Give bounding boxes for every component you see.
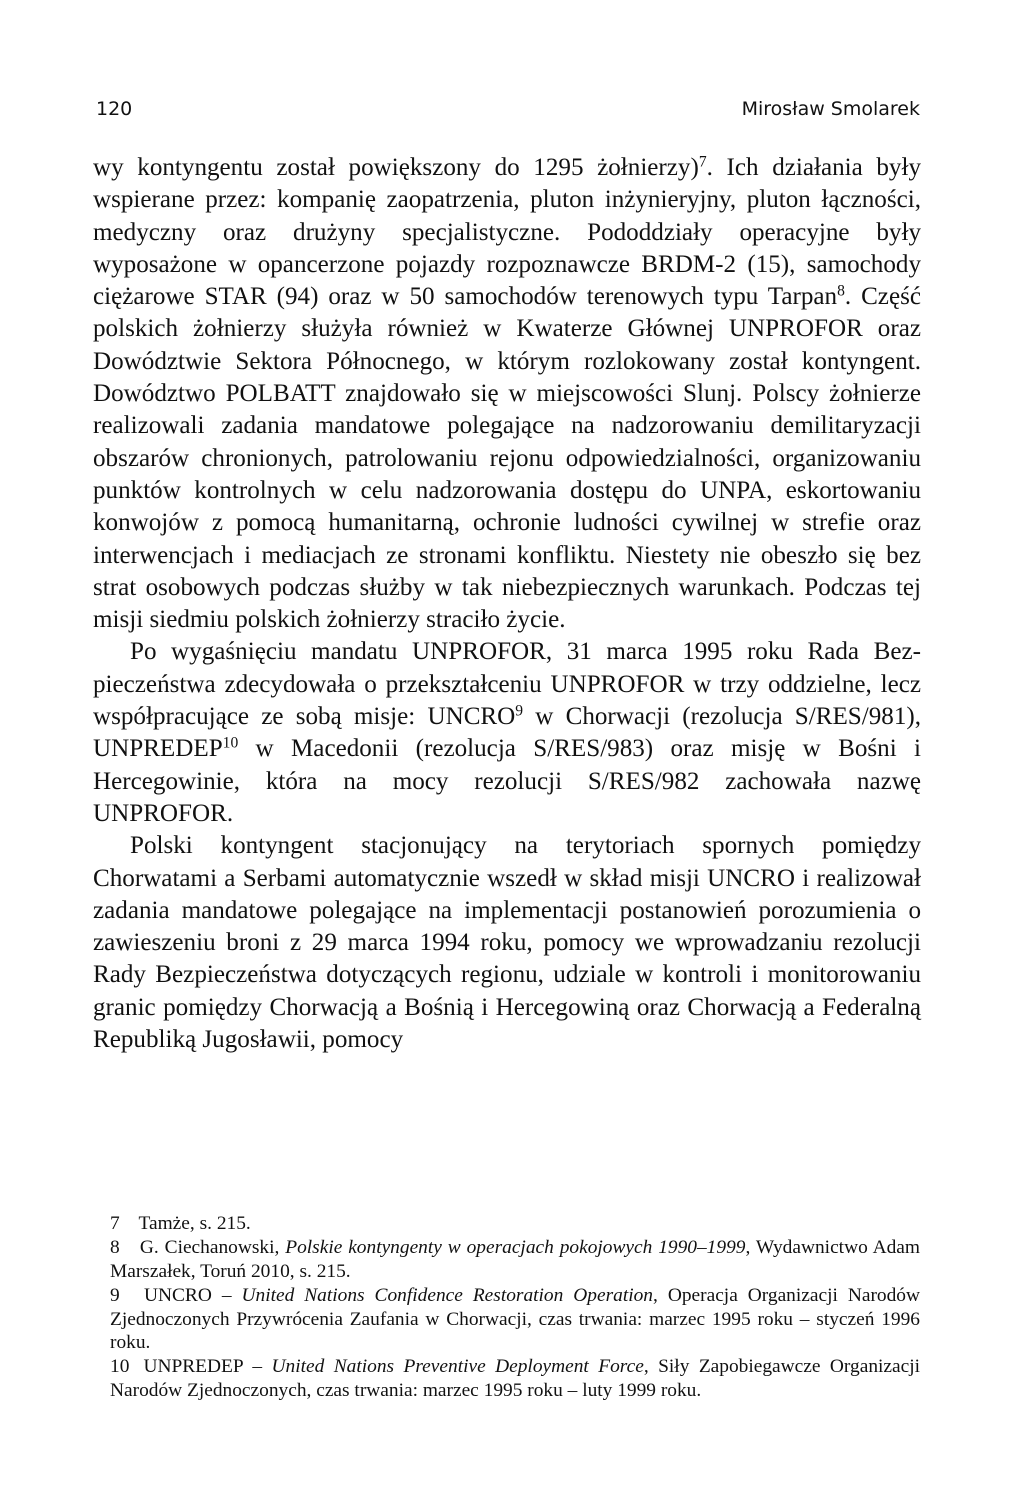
- footnote-number: 9: [110, 1285, 120, 1307]
- footnote-ref-8: 8: [837, 282, 845, 300]
- page-header: [96, 98, 920, 128]
- footnote-mission-name: United Nations Preventive Deployment Force: [271, 1356, 644, 1378]
- footnote-ref-10: 10: [222, 734, 239, 752]
- footnote-book-title: Polskie kontyngenty w operacjach pokojowych 1990–1999: [285, 1237, 746, 1259]
- footnote-ref-7: 7: [698, 153, 707, 171]
- footnote-number: 10: [110, 1356, 130, 1378]
- footnote-mission-name: United Nations Confidence Restoration Operation: [241, 1285, 654, 1307]
- footnote-number: 7: [110, 1213, 120, 1234]
- footnote-8: 8 G. Ciechanowski, Polskie kontyngenty w operacjach pokojowych 1990–1999, Wydawnictwo Adam Marszałek, Toruń 2010, s. 215.: [110, 1237, 920, 1282]
- main-text: [93, 152, 921, 1056]
- paragraph-1: wy kontyngentu został powiększony do 1295 żołnierzy)$^7$. Ich działania były wspierane przez: kompanię zaopatrzenia, pluton inżynieryjny, pluton łączności, medyczny oraz drużyny specjalistyczne. Pododdziały operacyjne były wyposażone w opancerzone pojazdy rozpoznawcze BRDM-2 (15), samochody ciężarowe STAR (94) oraz w 50 samochodów terenowych typu Tarpan$^8$. Część polskich żołnierzy służyła również w Kwaterze Głównej UNPROFOR oraz Dowództwie Sektora Północnego, w którym rozlokowany został kontyngent. Dowództwo POLBATT znajdowało się w miejscowości Slunj. Polscy żołnierze realizowali zadania mandatowe polegające na nadzorowaniu demilitaryzacji obszarów chronionych, patrolowaniu rejonu odpowiedzialności, organizowaniu punktów kontrolnych w celu nadzorowania dostępu do UNPA, eskortowaniu konwojów z pomocą humanitarną, ochronie ludności cywilnej w strefie oraz interwencjach i mediacjach ze stronami konfliktu. Niestety nie obeszło się bez strat osobowych podczas służby w tak niebezpiecznych warunkach. Podczas tej misji siedmiu polskich żołnierzy straciło życie.: [93, 153, 921, 634]
- footnote-10: 10 UNPREDEP – United Nations Preventive Deployment Force, Siły Zapobiegawcze Organizacji Narodów Zjednoczonych, czas trwania: marzec 1995 roku – luty 1999 roku.: [110, 1356, 921, 1401]
- footnote-ref-9: 9: [515, 702, 524, 720]
- page-number: 120: [96, 98, 133, 120]
- footnote-number: 8: [110, 1237, 120, 1259]
- footnote-7: 7 Tamże, s. 215.: [110, 1213, 251, 1234]
- footnote-9: 9 UNCRO – United Nations Confidence Restoration Operation, Operacja Organizacji Narodów Zjednoczonych Przywrócenia Zaufania w Chorwacji, czas trwania: marzec 1995 roku – styczeń 1996 roku.: [110, 1285, 920, 1354]
- paragraph-3: Polski kontyngent stacjonujący na terytoriach spornych pomiędzy Chorwatami a Serbami automatycznie wszedł w skład misji UNCRO i realizował zadania mandatowe polegające na implementacji postanowień porozumienia o zawieszeniu broni z 29 marca 1994 roku, pomocy we wprowadzaniu rezolucji Rady Bezpieczeństwa dotyczących regionu, udziale w kontroli i monitorowaniu granic pomiędzy Chorwacją a Bośnią i Hercegowiną oraz Chorwacją a Federalną Republiką Jugosławii, pomocy: [93, 832, 921, 1054]
- paragraph-2: Po wygaśnięciu mandatu UNPROFOR, 31 marca 1995 roku Rada Bezpieczeństwa zdecydowała o przekształceniu UNPROFOR w trzy oddzielne, lecz współpracujące ze sobą misje: UNCRO$^9$ w Chorwacji (rezolucja S/RES/981), UNPREDEP$^{10}$ w Macedonii (rezolucja S/RES/983) oraz misję w Bośni i Hercegowinie, która na mocy rezolucji S/RES/982 zachowała nazwę UNPROFOR.: [93, 638, 921, 827]
- running-head-author: Mirosław Smolarek: [741, 98, 920, 120]
- footnotes: [110, 1212, 920, 1403]
